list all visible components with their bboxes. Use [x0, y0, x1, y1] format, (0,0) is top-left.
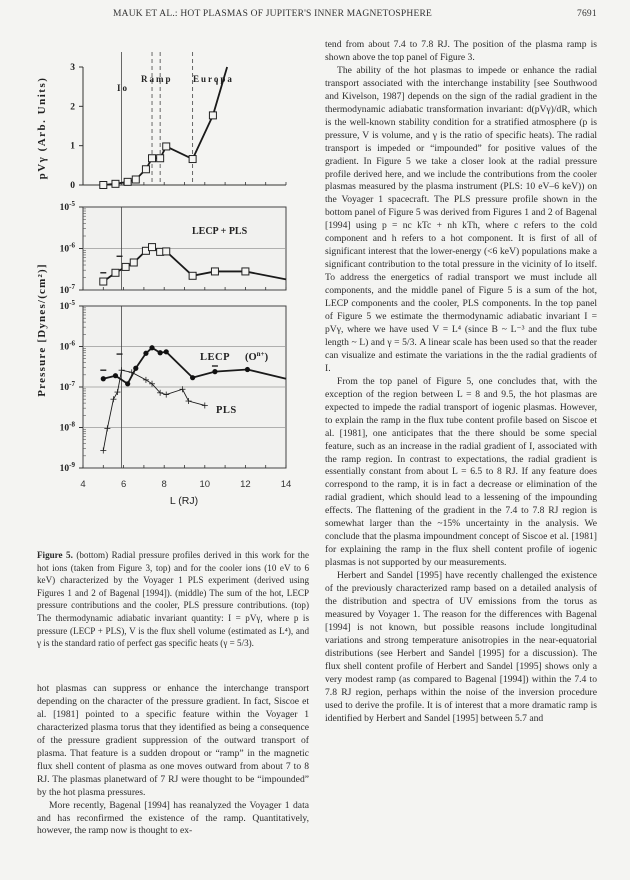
data-point: [245, 367, 250, 372]
data-point: [164, 349, 169, 354]
y-tick-label: 3: [70, 63, 75, 73]
bottom-pls-label: PLS: [216, 405, 237, 416]
pressure-ylabel: Pressure [Dynes/(cm²)]: [36, 263, 48, 397]
page-number: 7691: [577, 9, 597, 19]
data-point: [149, 244, 156, 251]
x-tick-label: 6: [120, 479, 127, 490]
running-title: MAUK ET AL.: HOT PLASMAS OF JUPITER'S INNER MAGNETOSPHERE: [113, 9, 432, 19]
data-point: [158, 350, 163, 355]
data-point: [130, 259, 137, 266]
y-tick-label: $10^{-8}$: [59, 420, 75, 434]
data-point: [100, 182, 107, 189]
data-point: [212, 369, 217, 374]
x-tick-label: 10: [199, 479, 211, 490]
figure-caption: [37, 549, 309, 650]
bottom-lecp-label: LECP: [200, 352, 231, 363]
y-tick-label: $10^{-6}$: [59, 339, 75, 353]
data-point: [113, 373, 118, 378]
top-ylabel: pVγ (Arb. Units): [36, 76, 48, 180]
paragraph: tend from about 7.4 to 7.8 RJ. The position of the plasma ramp is shown above the top panel of Figure 3.: [325, 39, 597, 63]
y-tick-label: 0: [70, 181, 75, 191]
top-annot-io: Io: [117, 83, 130, 93]
data-point: [100, 278, 107, 285]
bottom-panel: [60, 299, 292, 490]
x-axis-label: L (RJ): [169, 495, 199, 507]
data-point: [101, 376, 106, 381]
y-tick-label: $10^{-9}$: [59, 461, 75, 474]
x-tick-label: 8: [161, 479, 167, 490]
data-point: [189, 156, 196, 163]
top-annot-ramp: Ramp: [141, 74, 173, 84]
data-point: [209, 112, 216, 119]
top-panel: [70, 52, 286, 191]
x-tick-label: 14: [280, 479, 292, 490]
x-tick-label: 12: [240, 479, 251, 490]
caption-label: Figure 5.: [37, 550, 73, 560]
y-tick-label: $10^{-5}$: [59, 200, 75, 213]
left-column-text: [37, 683, 309, 838]
y-tick-label: $10^{-7}$: [59, 283, 75, 296]
figure-5: [0, 40, 325, 540]
data-point: [211, 268, 218, 275]
caption-text: (bottom) Radial pressure profiles derived in this work for the hot ions (taken from Figure 3, top) and for the cooler ions (10 eV to 6 keV) characterized by the Voyager 1 PLS experiment (derived using Figures 1 and 2 of Bagenal [1994]). (middle) The sum of the hot, LECP pressure contributions and the cooler, PLS pressure contributions. (top) The thermodynamic adiabatic invariant quantity: I = pVγ, where p is pressure (LECP + PLS), V is the flux shell volume (estimated as L⁴), and γ is the standard ratio of perfect gas specific heats (γ = 5/3).: [37, 550, 309, 649]
data-point: [143, 351, 148, 356]
bottom-species-label: $(O^{n+})$: [245, 350, 269, 363]
paragraph: From the top panel of Figure 5, one concludes that, with the exception of the region between L = 8 and 9.5, the hot plasmas are expected to impede the radial transport of iogenic plasmas. However, to explain the ramp in the flux tube content profile based on Siscoe et al. [1981], one anticipates that the there should be some special feature, such as an increase in the radial gradient of I, associated with the ramp region. In contrast to expectations, the radial gradient is essentially constant from about L = 6.5 to 8 RJ. If any feature does correspond to the ramp, it is in fact a decrease or elimination of the radial gradient, which should lead to a lessening of the impounding effects. The flattening of the gradient in the 7.4 to 7.8 RJ region is somewhat larger than the ~15% uncertainty in the analysis. We conclude that the plasma impoundment concept of Siscoe et al. [1981] for explaining the ramp in the flux shell content profile of iogenic plasmas is not supported by our measurements.: [325, 375, 597, 569]
y-tick-label: $10^{-6}$: [59, 241, 75, 255]
data-point: [125, 381, 130, 386]
data-point: [133, 366, 138, 371]
data-point: [112, 180, 119, 187]
y-tick-label: $10^{-5}$: [59, 299, 75, 312]
data-point: [190, 375, 195, 380]
data-point: [189, 272, 196, 279]
y-tick-label: 1: [70, 141, 75, 152]
paragraph: hot plasmas can suppress or enhance the interchange transport depending on the character of the pressure gradient. In fact, Siscoe et al. [1981] pointed to a specific feature within the Voyager 1 characterized plasma torus that they identified as being a consequence of the pressure gradient suppression of the outward transport of plasma. That feature is a sudden dropout or “ramp” in the magnetic flux shell content of plasma as one moves outward from about 7 to 8 RJ. The plasmas planetward of 7 RJ were thought to be “impounded” by the hot plasma pressures.: [37, 683, 309, 798]
data-point: [122, 263, 129, 270]
data-point: [242, 268, 249, 275]
data-point: [132, 176, 139, 183]
right-column-text: [325, 39, 597, 726]
data-point: [149, 345, 154, 350]
x-tick-label: 4: [80, 479, 86, 490]
y-tick-label: $10^{-7}$: [59, 380, 75, 393]
middle-series-label: LECP + PLS: [192, 226, 248, 237]
middle-panel: [60, 200, 286, 296]
data-point: [163, 143, 170, 150]
data-point: [112, 269, 119, 276]
paragraph: More recently, Bagenal [1994] has reanalyzed the Voyager 1 data and has reconfirmed the existence of the ramp. Quantitatively, however, the ramp now is thought to ex-: [37, 799, 309, 837]
data-point: [124, 178, 131, 185]
data-point: [157, 155, 164, 162]
paragraph: Herbert and Sandel [1995] have recently challenged the existence of the previously characterized ramp based on a detailed analysis of the distribution and spectra of UV emissions from the torus as measured by Voyager 1. The reason for the differences with Bagenal [1994] is not known, but possible reasons include longitudinal variations and strong temperature anisotropies in the near-equatorial distributions (see Herbert and Sandel [1995] for a discussion). The flux shell content profile of Herbert and Sandel [1995] shows only a very modest ramp (as compared to Bagenal [1994]) within the 7.4 to 7.8 RJ region, perhaps within the noise of the inversion procedure used to derive the profile. It is of interest that a more dramatic ramp is identified by Herbert and Sandel [1995] between 5.7 and: [325, 570, 597, 724]
y-tick-label: 2: [70, 102, 75, 113]
data-point: [149, 155, 156, 162]
top-annot-europa: Europa: [193, 74, 234, 84]
data-point: [163, 248, 170, 255]
paragraph: The ability of the hot plasmas to impede or enhance the radial transport associated with the interchange instability [see Southwood and Kivelson, 1987] depends on the sign of the radial gradient in the thermodynamic adiabatic transformation invariant: d(pVγ)/dR, which is the well-known stability condition for a stratified atmosphere (p is pressure, V is volume, and γ is the ratio of specific heats). The radial transport is impeded or “impounded” for positive values of the gradient. In Figure 5 we take a closer look at the radial pressure profile derived here, and we include the contributions from the cooler plasmas measured by the plasma instrument (PLS: 10 eV–6 keV)) on the Voyager 1 spacecraft. The PLS pressure profile shown in the bottom panel of Figure 5 was derived from Figures 1 and 2 of Bagenal [1994] using p = nc kTc + nh kTh, where c refers to the cold component and h refers to a hot component. It is first of all of significant interest that the lower-energy (<6 keV) populations make a significant contribution to the total pressure in the vicinity of Io itself. To address the energetics of radial transport we must include all components, and the middle panel of Figure 5 is a sum of the hot, LECP components and the cooler, PLS components. In the top panel of Figure 5 we estimate the thermodynamic adiabatic invariant I = pVγ, where we have used V = L⁴ (since B ~ L⁻³ and the flux tube length ~ L) and γ = 5/3. A linear scale has been used so that the reader can visualize and estimate the variations in the the radial gradients of I.: [325, 64, 597, 374]
data-point: [142, 166, 149, 173]
